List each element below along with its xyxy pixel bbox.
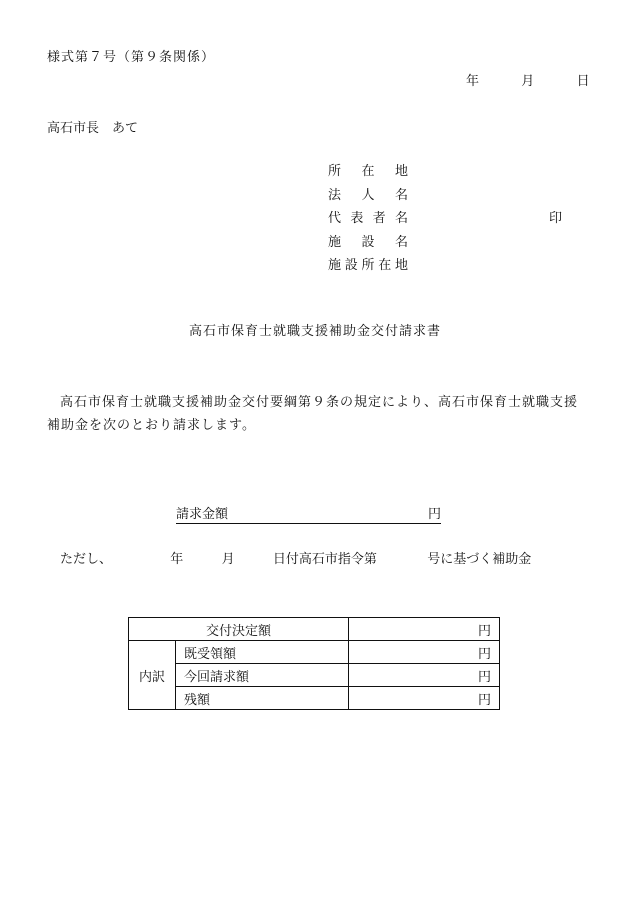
date-year: 年	[466, 74, 480, 89]
representative-label: 代表者名	[328, 211, 408, 226]
date-day: 日	[576, 74, 590, 89]
proviso-day-city: 日付高石市指令第	[272, 552, 377, 567]
remaining-amount-value: 円	[349, 687, 500, 710]
addressee: 高石市長 あて	[47, 121, 139, 136]
proviso-year: 年	[170, 552, 184, 567]
proviso-line	[60, 552, 531, 568]
address-label: 所在地	[328, 164, 408, 179]
request-amount-label: 請求金額	[176, 507, 229, 522]
table-row	[129, 664, 500, 687]
table-row	[129, 618, 500, 641]
date-month: 月	[521, 74, 535, 89]
applicant-block	[328, 164, 568, 282]
proviso-prefix: ただし、	[60, 552, 113, 567]
received-amount-label: 既受領額	[176, 641, 349, 664]
decided-amount-label: 交付決定額	[129, 618, 349, 641]
proviso-suffix: 号に基づく補助金	[427, 552, 532, 567]
remaining-amount-label: 残額	[176, 687, 349, 710]
document-title: 高石市保育士就職支援補助金交付請求書	[188, 324, 441, 339]
proviso-month: 月	[221, 552, 235, 567]
current-request-label: 今回請求額	[176, 664, 349, 687]
breakdown-table	[128, 617, 500, 710]
corporation-label: 法人名	[328, 187, 408, 203]
received-amount-value: 円	[349, 641, 500, 664]
breakdown-category: 内訳	[129, 641, 176, 710]
table-row	[129, 687, 500, 710]
seal-mark: 印	[549, 211, 563, 226]
form-number: 様式第７号（第９条関係）	[47, 50, 216, 65]
request-amount-unit: 円	[427, 507, 441, 522]
current-request-value: 円	[349, 664, 500, 687]
table-row	[129, 641, 500, 664]
facility-label: 施設名	[328, 234, 408, 250]
facility-address-label: 施設所在地	[328, 258, 408, 273]
date-line	[466, 74, 590, 90]
decided-amount-value: 円	[349, 618, 500, 641]
body-text: 高石市保育士就職支援補助金交付要綱第９条の規定により、高石市保育士就職支援補助金を次のとおり請求します。	[47, 395, 579, 433]
request-amount-line	[176, 507, 441, 524]
